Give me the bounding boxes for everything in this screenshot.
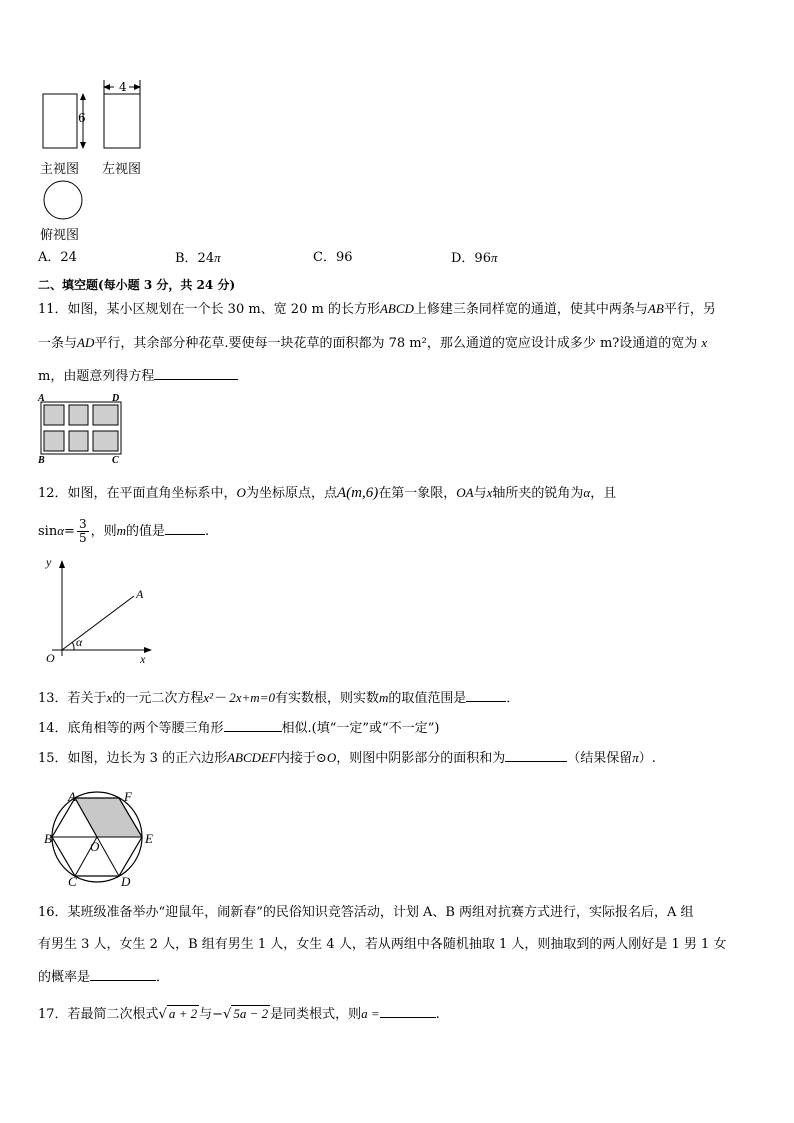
height-dim-label: 6 xyxy=(78,111,86,125)
q13-answer-blank[interactable] xyxy=(466,688,506,702)
option-c: C．96 xyxy=(313,250,353,265)
q14-answer-blank[interactable] xyxy=(224,718,282,732)
q12-line2: sinα= $\frac{3}{5}$ ，则m的值是 . xyxy=(38,517,210,545)
option-d: D．96π xyxy=(451,250,498,266)
q14-line: 14．底角相等的两个等腰三角形 相似.(填“一定”或“不一定”) xyxy=(38,718,439,738)
q15-answer-blank[interactable] xyxy=(505,748,567,762)
front-view-rect xyxy=(43,94,77,148)
left-view-rect xyxy=(104,94,140,148)
garden-figure xyxy=(38,394,138,468)
q13-line: 13．若关于x的一元二次方程x²－ 2x+m=0有实数根，则实数m的取值范围是 ． xyxy=(38,690,520,706)
hex-label-d: D xyxy=(121,874,131,889)
origin-label: O xyxy=(46,651,55,665)
axis-label-y: y xyxy=(46,555,52,569)
q11-answer-blank[interactable] xyxy=(154,366,238,380)
q17-answer-blank[interactable] xyxy=(380,1004,436,1018)
q11-line3: m，由题意列得方程 xyxy=(38,366,238,386)
q12-answer-blank[interactable] xyxy=(165,521,205,535)
hex-label-e: E xyxy=(145,831,153,846)
left-view-label: 左视图 xyxy=(102,162,142,177)
garden-label-c: C xyxy=(112,455,119,466)
hex-label-f: F xyxy=(124,789,132,804)
q11-line1: 11．如图，某小区规划在一个长 30 m、宽 20 m 的长方形ABCD上修建三条同样宽的通道，使其中两条与AB平行，另 xyxy=(38,301,716,317)
garden-label-d: D xyxy=(112,393,120,404)
hex-label-c: C xyxy=(68,874,77,889)
garden-label-a: A xyxy=(38,393,45,404)
top-view-label: 俯视图 xyxy=(40,228,80,243)
option-a: A．24 xyxy=(38,250,77,265)
q17-line: 17．若最简二次根式√ a + 2 与−√ 5a − 2 是同类根式，则a = . xyxy=(38,1006,440,1022)
hex-label-b: B xyxy=(44,831,52,846)
hex-label-a: A xyxy=(68,789,76,804)
hexagon-figure xyxy=(44,784,160,890)
garden-label-b: B xyxy=(38,455,45,466)
q16-line1: 16．某班级准备举办“迎鼠年，闹新春”的民俗知识竞答活动，计划 A、B 两组对抗赛方式进行，实际报名后，A 组 xyxy=(38,905,694,920)
option-b: B．24π xyxy=(175,250,221,266)
alpha-label: α xyxy=(76,635,83,649)
q12-line1: 12．如图，在平面直角坐标系中，O为坐标原点，点A(m,6)在第一象限，OA与x轴所夹的锐角为α，且 xyxy=(38,485,617,501)
q11-line2: 一条与AD平行，其余部分种花草.要使每一块花草的面积都为 78 m²，那么通道的宽应设计成多少 m?设通道的宽为 x xyxy=(38,335,708,351)
q15-line: 15．如图，边长为 3 的正六边形ABCDEF内接于⊙O，则图中阴影部分的面积和为 （结果保留π）. xyxy=(38,750,656,766)
ray-oa xyxy=(62,596,134,650)
q16-line2: 有男生 3 人，女生 2 人，B 组有男生 1 人，女生 4 人，若从两组中各随机抽取 1 人，则抽取到的两人刚好是 1 男 1 女 xyxy=(38,937,727,952)
front-view-label: 主视图 xyxy=(40,162,80,177)
top-view-circle xyxy=(44,181,82,219)
width-dim-label: 4 xyxy=(119,80,127,94)
section-title: 二、填空题(每小题 3 分，共 24 分) xyxy=(38,278,236,292)
point-a-label: A xyxy=(136,587,144,601)
q16-line3: 的概率是 ． xyxy=(38,967,169,987)
axis-label-x: x xyxy=(140,652,146,666)
hex-label-o: O xyxy=(90,839,100,854)
q16-answer-blank[interactable] xyxy=(90,967,156,981)
